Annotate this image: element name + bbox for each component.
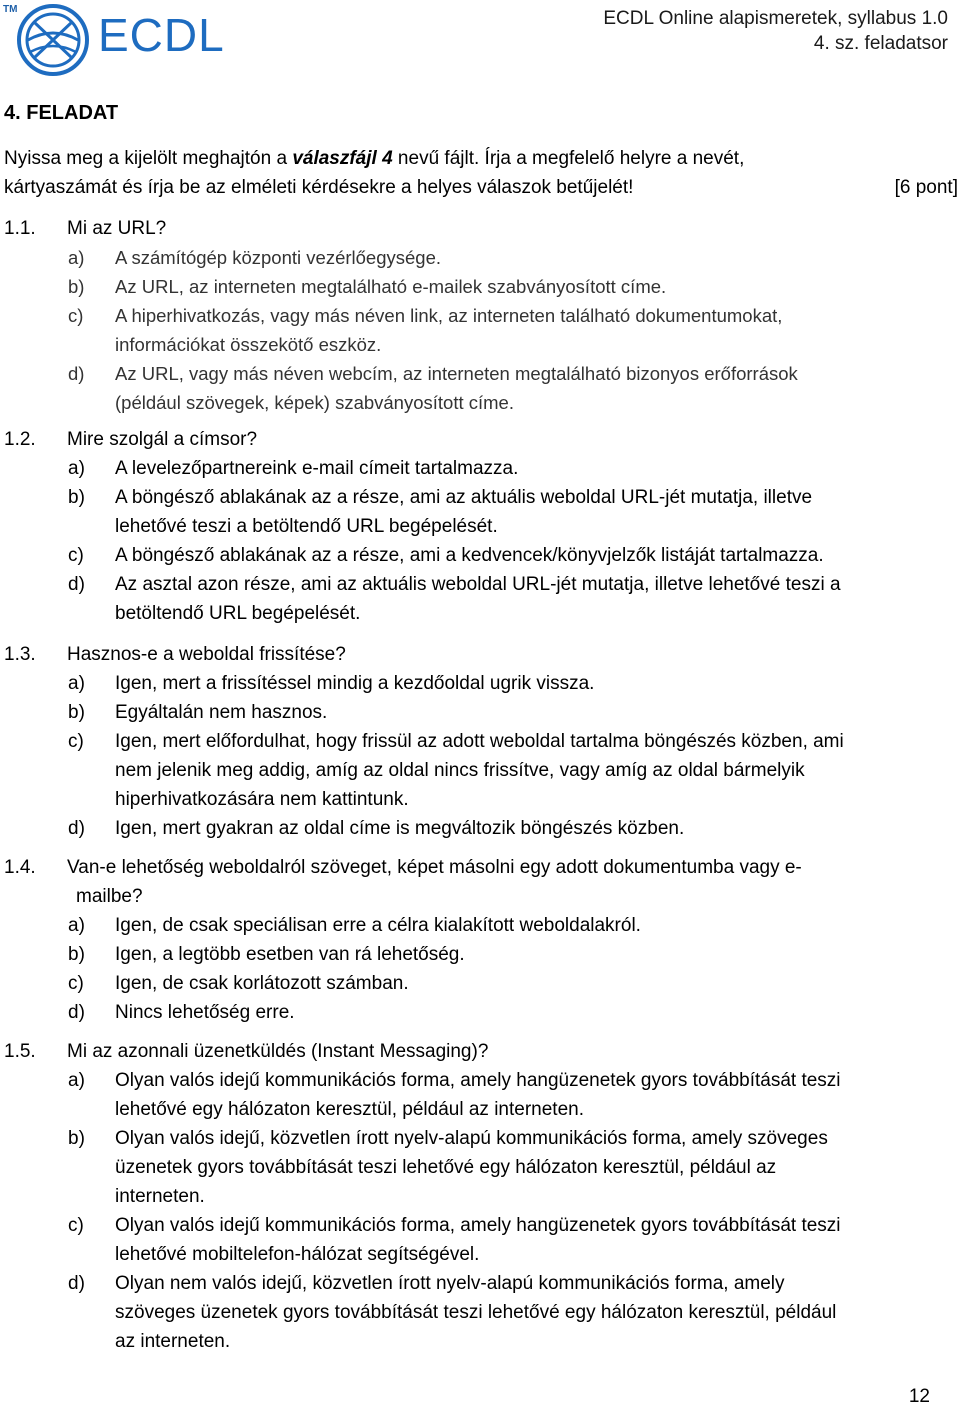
answer-option bbox=[68, 911, 956, 940]
logo-wordmark: ECDL bbox=[98, 9, 225, 61]
option-text bbox=[115, 911, 959, 940]
option-letter: a) bbox=[68, 1070, 85, 1091]
option-text-line: betöltendő URL begépelését. bbox=[115, 603, 361, 624]
ecdl-logo bbox=[0, 0, 230, 80]
question-text: Mire szolgál a címsor? bbox=[67, 429, 258, 450]
option-text bbox=[115, 483, 959, 541]
option-text bbox=[115, 301, 959, 359]
option-text-line: Igen, a legtöbb esetben van rá lehetőség. bbox=[115, 944, 465, 965]
option-letter: c) bbox=[68, 545, 84, 566]
answer-option bbox=[68, 454, 956, 483]
option-text-line: Olyan valós idejű, közvetlen írott nyelv-alapú kommunikációs forma, amely szöveges bbox=[115, 1128, 828, 1149]
option-letter: b) bbox=[68, 487, 85, 508]
header-title: ECDL Online alapismeretek, syllabus 1.0 bbox=[603, 8, 948, 29]
option-text bbox=[115, 969, 959, 998]
option-text-line: Igen, mert gyakran az oldal címe is megváltozik böngészés közben. bbox=[115, 818, 685, 839]
option-text-line: A levelezőpartnereink e-mail címeit tartalmazza. bbox=[115, 458, 519, 479]
section-title: 4. FELADAT bbox=[4, 102, 119, 124]
option-text bbox=[115, 814, 959, 843]
file-name: válaszfájl 4 bbox=[292, 148, 393, 169]
option-text bbox=[115, 1124, 959, 1211]
option-letter: a) bbox=[68, 458, 85, 479]
option-text-line: (például szövegek, képek) szabványosított címe. bbox=[115, 392, 514, 413]
option-text-line: Igen, de csak speciálisan erre a célra kialakított weboldalakról. bbox=[115, 915, 641, 936]
answer-option bbox=[68, 969, 956, 998]
option-text-line: Az URL, az interneten megtalálható e-mailek szabványosított címe. bbox=[115, 276, 667, 297]
option-letter: c) bbox=[68, 973, 84, 994]
option-text bbox=[115, 998, 959, 1027]
option-text-line: Olyan valós idejű kommunikációs forma, amely hangüzenetek gyors továbbítását teszi bbox=[115, 1215, 841, 1236]
option-text-line: Igen, de csak korlátozott számban. bbox=[115, 973, 409, 994]
option-text-line: Olyan valós idejű kommunikációs forma, amely hangüzenetek gyors továbbítását teszi bbox=[115, 1070, 841, 1091]
option-text-line: hiperhivatkozására nem kattintunk. bbox=[115, 789, 409, 810]
option-letter: d) bbox=[68, 1002, 85, 1023]
option-text bbox=[115, 1211, 959, 1269]
option-letter: a) bbox=[68, 915, 85, 936]
option-text bbox=[115, 541, 959, 570]
option-text bbox=[115, 359, 959, 417]
option-letter: d) bbox=[68, 818, 85, 839]
option-text-line: lehetővé mobiltelefon-hálózat segítségével. bbox=[115, 1244, 480, 1265]
question-number: 1.4. bbox=[4, 857, 36, 878]
option-letter: b) bbox=[68, 1128, 85, 1149]
option-text-line: A böngésző ablakának az a része, ami a kedvencek/könyvjelzők listáját tartalmazza. bbox=[115, 545, 824, 566]
answer-option bbox=[68, 727, 956, 814]
option-text-line: Egyáltalán nem hasznos. bbox=[115, 702, 328, 723]
option-text-line: A számítógép központi vezérlőegysége. bbox=[115, 247, 441, 268]
option-text bbox=[115, 272, 959, 301]
answer-option bbox=[68, 272, 956, 301]
answer-option bbox=[68, 998, 956, 1027]
answer-option bbox=[68, 359, 956, 417]
option-text-line: információkat összekötő eszköz. bbox=[115, 334, 382, 355]
answer-option bbox=[68, 301, 956, 359]
option-text-line: nem jelenik meg addig, amíg az oldal nincs frissítve, vagy amíg az oldal bármelyik bbox=[115, 760, 805, 781]
option-text-line: Nincs lehetőség erre. bbox=[115, 1002, 295, 1023]
option-text-line: lehetővé teszi a betöltendő URL begépelését. bbox=[115, 516, 498, 537]
answer-option bbox=[68, 814, 956, 843]
option-letter: b) bbox=[68, 702, 85, 723]
answer-option bbox=[68, 1211, 956, 1269]
option-letter: c) bbox=[68, 305, 84, 326]
instructions-line-1: Nyissa meg a kijelölt meghajtón a válaszfájl 4 nevű fájlt. Írja a megfelelő helyre a nevét, bbox=[4, 148, 745, 169]
question-text: Van-e lehetőség weboldalról szöveget, képet másolni egy adott dokumentumba vagy e- bbox=[67, 857, 802, 878]
question-text-continued: mailbe? bbox=[76, 886, 143, 907]
option-letter: c) bbox=[68, 731, 84, 752]
option-text bbox=[115, 940, 959, 969]
answer-option bbox=[68, 570, 956, 628]
document-header bbox=[603, 6, 948, 56]
option-text-line: Igen, mert előfordulhat, hogy frissül az adott weboldal tartalma böngészés közben, ami bbox=[115, 731, 844, 752]
question-number: 1.3. bbox=[4, 644, 36, 665]
answer-option bbox=[68, 669, 956, 698]
option-text-line: az interneten. bbox=[115, 1331, 231, 1352]
option-letter: a) bbox=[68, 673, 85, 694]
answer-option bbox=[68, 541, 956, 570]
option-text bbox=[115, 570, 959, 628]
option-letter: c) bbox=[68, 1215, 84, 1236]
option-letter: b) bbox=[68, 944, 85, 965]
option-letter: a) bbox=[68, 247, 85, 268]
option-text-line: A böngésző ablakának az a része, ami az aktuális weboldal URL-jét mutatja, illetve bbox=[115, 487, 813, 508]
answer-option bbox=[68, 1269, 956, 1356]
option-text-line: Olyan nem valós idejű, közvetlen írott nyelv-alapú kommunikációs forma, amely bbox=[115, 1273, 785, 1294]
option-text-line: A hiperhivatkozás, vagy más néven link, az interneten található dokumentumokat, bbox=[115, 305, 783, 326]
answer-option bbox=[68, 243, 956, 272]
answer-option bbox=[68, 940, 956, 969]
option-text-line: üzenetek gyors továbbítását teszi lehetővé egy hálózaton keresztül, például az bbox=[115, 1157, 777, 1178]
instructions bbox=[4, 144, 960, 202]
option-text-line: Az URL, vagy más néven webcím, az interneten megtalálható bizonyos erőforrások bbox=[115, 363, 798, 384]
answer-option bbox=[68, 1124, 956, 1211]
instructions-line-2: kártyaszámát és írja be az elméleti kérdésekre a helyes válaszok betűjelét! [6 pont] bbox=[4, 173, 960, 202]
option-letter: d) bbox=[68, 363, 85, 384]
page-number: 12 bbox=[908, 1386, 930, 1407]
option-text-line: szöveges üzenetek gyors továbbítását teszi lehetővé egy hálózaton keresztül, például bbox=[115, 1302, 837, 1323]
question-number: 1.2. bbox=[4, 429, 36, 450]
option-text bbox=[115, 727, 959, 814]
option-text bbox=[115, 243, 959, 272]
question-number: 1.5. bbox=[4, 1041, 36, 1062]
answer-option bbox=[68, 698, 956, 727]
option-text bbox=[115, 669, 959, 698]
option-text bbox=[115, 1066, 959, 1124]
question-text: Mi az azonnali üzenetküldés (Instant Messaging)? bbox=[67, 1041, 489, 1062]
option-text-line: Igen, mert a frissítéssel mindig a kezdőoldal ugrik vissza. bbox=[115, 673, 595, 694]
option-text-line: Az asztal azon része, ami az aktuális weboldal URL-jét mutatja, illetve lehetővé teszi a bbox=[115, 574, 841, 595]
option-letter: d) bbox=[68, 574, 85, 595]
option-text-line: lehetővé egy hálózaton keresztül, például az interneten. bbox=[115, 1099, 584, 1120]
answer-option bbox=[68, 483, 956, 541]
question-number: 1.1. bbox=[4, 218, 36, 239]
header-subtitle: 4. sz. feladatsor bbox=[813, 33, 948, 54]
option-text bbox=[115, 1269, 959, 1356]
question-text: Mi az URL? bbox=[67, 218, 167, 239]
question-text: Hasznos-e a weboldal frissítése? bbox=[67, 644, 346, 665]
option-letter: d) bbox=[68, 1273, 85, 1294]
option-letter: b) bbox=[68, 276, 85, 297]
points-label: [6 pont] bbox=[894, 177, 958, 198]
trademark-mark: TM bbox=[3, 4, 18, 15]
answer-option bbox=[68, 1066, 956, 1124]
ecdl-globe-icon bbox=[14, 2, 92, 78]
option-text-line: interneten. bbox=[115, 1186, 205, 1207]
option-text bbox=[115, 698, 959, 727]
option-text bbox=[115, 454, 959, 483]
